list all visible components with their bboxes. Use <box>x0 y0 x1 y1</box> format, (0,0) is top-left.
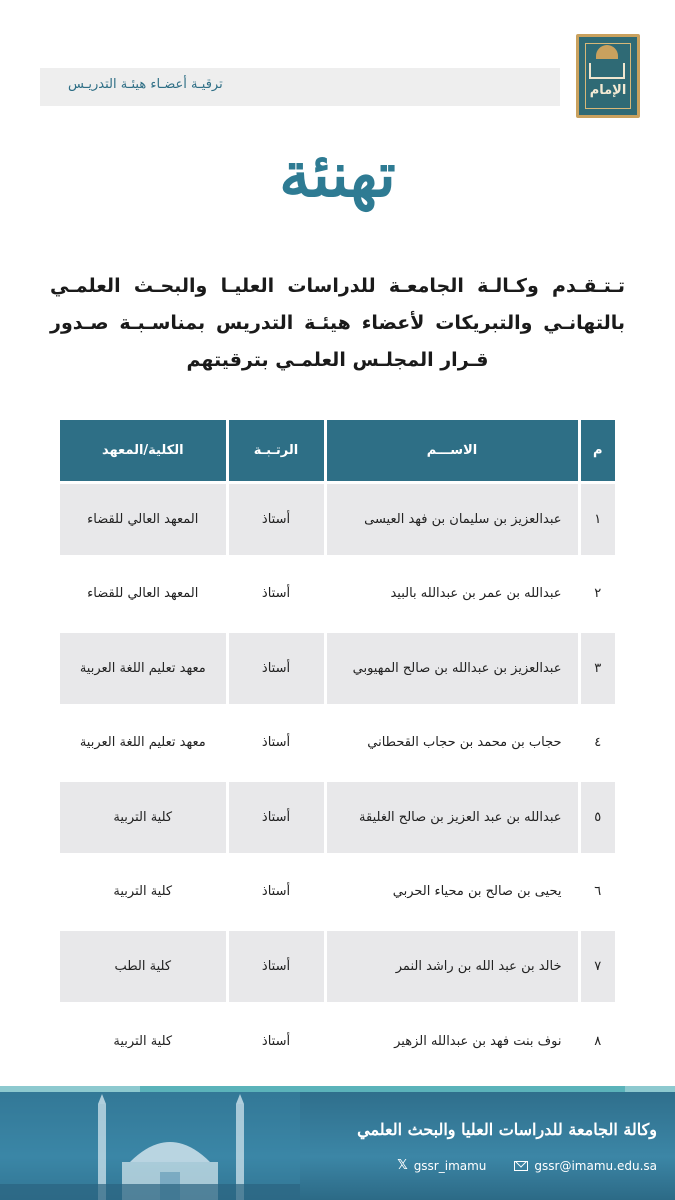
table-row <box>60 855 615 930</box>
row-name: خالد بن عبد الله بن راشد النمر <box>325 929 579 1004</box>
header-name: الاســـم <box>325 420 579 482</box>
row-name: عبدالعزيز بن عبدالله بن صالح المهيوبي <box>325 631 579 706</box>
row-index: ٢ <box>579 557 615 632</box>
row-rank: أستاذ <box>227 631 325 706</box>
page-title: تهنئة <box>279 138 396 211</box>
row-rank: أستاذ <box>227 929 325 1004</box>
intro-line-1: تـتـقـدم وكـالـة الجامعـة للدراسات العليـا والبحـث العلمـي <box>50 275 625 297</box>
row-index: ٥ <box>579 780 615 855</box>
table-row <box>60 1004 615 1079</box>
table-row <box>60 631 615 706</box>
row-college: كلية التربية <box>60 780 227 855</box>
footer <box>0 1092 675 1200</box>
header-band <box>40 68 560 106</box>
table-row <box>60 780 615 855</box>
twitter-contact[interactable] <box>397 1158 486 1173</box>
row-college: المعهد العالي للقضاء <box>60 482 227 557</box>
row-college: المعهد العالي للقضاء <box>60 557 227 632</box>
row-college: كلية التربية <box>60 1004 227 1079</box>
row-rank: أستاذ <box>227 706 325 781</box>
x-twitter-icon: 𝕏 <box>397 1158 408 1173</box>
mail-icon <box>514 1161 528 1171</box>
email-address: gssr@imamu.edu.sa <box>534 1158 657 1173</box>
row-index: ١ <box>579 482 615 557</box>
twitter-handle: gssr_imamu <box>413 1158 487 1173</box>
header-index: م <box>579 420 615 482</box>
promotions-table <box>60 420 615 1072</box>
table-row <box>60 706 615 781</box>
row-name: عبدالله بن عمر بن عبدالله بالبيد <box>325 557 579 632</box>
row-name: يحيى بن صالح بن محياء الحربي <box>325 855 579 930</box>
row-index: ٣ <box>579 631 615 706</box>
intro-line-2: بالتهانـي والتبريكات لأعضاء هيئـة التدريس بمناسـبـة صـدور <box>50 312 625 334</box>
agency-name: وكالة الجامعة للدراسات العليا والبحث العلمي <box>357 1120 657 1139</box>
row-index: ٤ <box>579 706 615 781</box>
email-contact[interactable] <box>514 1158 657 1173</box>
row-index: ٨ <box>579 1004 615 1079</box>
row-index: ٦ <box>579 855 615 930</box>
mosque-silhouette-icon <box>0 1092 300 1200</box>
row-name: حجاب بن محمد بن حجاب القحطاني <box>325 706 579 781</box>
intro-paragraph <box>50 268 625 379</box>
row-rank: أستاذ <box>227 1004 325 1079</box>
logo-book-icon <box>589 63 625 79</box>
row-name: عبدالعزيز بن سليمان بن فهد العيسى <box>325 482 579 557</box>
footer-contacts <box>397 1158 657 1173</box>
row-college: معهد تعليم اللغة العربية <box>60 706 227 781</box>
header-rank: الرتـبـة <box>227 420 325 482</box>
row-rank: أستاذ <box>227 855 325 930</box>
row-college: كلية الطب <box>60 929 227 1004</box>
row-college: كلية التربية <box>60 855 227 930</box>
table-row <box>60 557 615 632</box>
section-label: ترقيـة أعضـاء هيئـة التدريـس <box>68 77 223 92</box>
logo-text: الإمام <box>589 83 627 98</box>
row-name: عبدالله بن عبد العزيز بن صالح الغليقة <box>325 780 579 855</box>
row-rank: أستاذ <box>227 780 325 855</box>
university-logo <box>576 34 640 118</box>
intro-line-3: قـرار المجلـس العلمـي بترقيتهم <box>186 349 489 371</box>
table-row <box>60 482 615 557</box>
table-row <box>60 929 615 1004</box>
table-header-row <box>60 420 615 482</box>
row-rank: أستاذ <box>227 482 325 557</box>
row-rank: أستاذ <box>227 557 325 632</box>
header-college: الكلية/المعهد <box>60 420 227 482</box>
table <box>60 420 615 1078</box>
row-name: نوف بنت فهد بن عبدالله الزهير <box>325 1004 579 1079</box>
row-college: معهد تعليم اللغة العربية <box>60 631 227 706</box>
row-index: ٧ <box>579 929 615 1004</box>
